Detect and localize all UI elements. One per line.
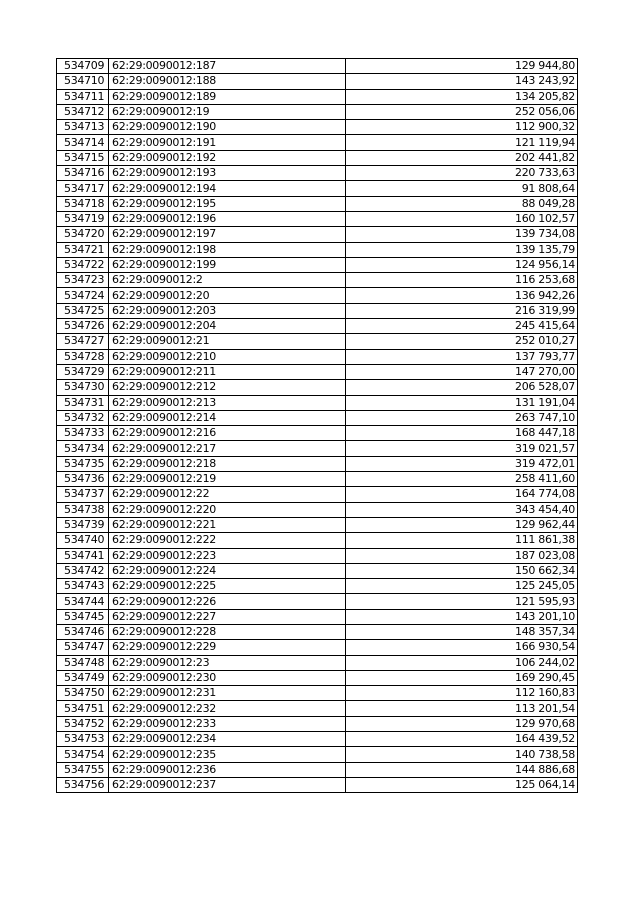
cadastral-value-cell: 143 243,92: [346, 74, 578, 89]
table-row: [57, 227, 578, 242]
cadastral-number-cell: 62:29:0090012:204: [109, 319, 346, 334]
cadastral-number-cell: 62:29:0090012:20: [109, 288, 346, 303]
cadastral-number-cell: 62:29:0090012:236: [109, 762, 346, 777]
table-row: [57, 732, 578, 747]
cadastral-value-cell: 147 270,00: [346, 364, 578, 379]
cadastral-number-cell: 62:29:0090012:23: [109, 655, 346, 670]
cadastral-number-cell: 62:29:0090012:216: [109, 426, 346, 441]
cadastral-number-cell: 62:29:0090012:192: [109, 150, 346, 165]
cadastral-value-cell: 319 472,01: [346, 456, 578, 471]
table-row: [57, 517, 578, 532]
row-number-cell: 534749: [57, 670, 109, 685]
table-row: [57, 59, 578, 74]
row-number-cell: 534727: [57, 334, 109, 349]
cadastral-value-cell: 125 064,14: [346, 777, 578, 792]
table-row: [57, 380, 578, 395]
table-row: [57, 349, 578, 364]
row-number-cell: 534753: [57, 732, 109, 747]
row-number-cell: 534744: [57, 594, 109, 609]
cadastral-number-cell: 62:29:0090012:189: [109, 89, 346, 104]
cadastral-value-cell: 131 191,04: [346, 395, 578, 410]
cadastral-value-cell: 139 734,08: [346, 227, 578, 242]
row-number-cell: 534746: [57, 624, 109, 639]
cadastral-value-cell: 113 201,54: [346, 701, 578, 716]
row-number-cell: 534754: [57, 747, 109, 762]
row-number-cell: 534736: [57, 472, 109, 487]
cadastral-value-cell: 343 454,40: [346, 502, 578, 517]
cadastral-value-cell: 140 738,58: [346, 747, 578, 762]
cadastral-value-cell: 263 747,10: [346, 410, 578, 425]
cadastral-number-cell: 62:29:0090012:229: [109, 640, 346, 655]
cadastral-number-cell: 62:29:0090012:191: [109, 135, 346, 150]
cadastral-value-cell: 252 056,06: [346, 104, 578, 119]
cadastral-value-cell: 168 447,18: [346, 426, 578, 441]
table-row: [57, 472, 578, 487]
cadastral-value-cell: 124 956,14: [346, 257, 578, 272]
cadastral-number-cell: 62:29:0090012:210: [109, 349, 346, 364]
table-row: [57, 487, 578, 502]
table-row: [57, 640, 578, 655]
cadastral-number-cell: 62:29:0090012:222: [109, 533, 346, 548]
row-number-cell: 534721: [57, 242, 109, 257]
cadastral-number-cell: 62:29:0090012:226: [109, 594, 346, 609]
cadastral-number-cell: 62:29:0090012:212: [109, 380, 346, 395]
row-number-cell: 534743: [57, 579, 109, 594]
table-row: [57, 426, 578, 441]
table-row: [57, 273, 578, 288]
table-row: [57, 579, 578, 594]
cadastral-value-cell: 121 595,93: [346, 594, 578, 609]
table-body: [57, 59, 578, 793]
cadastral-number-cell: 62:29:0090012:228: [109, 624, 346, 639]
cadastral-value-cell: 91 808,64: [346, 181, 578, 196]
cadastral-value-cell: 134 205,82: [346, 89, 578, 104]
cadastral-value-cell: 166 930,54: [346, 640, 578, 655]
table-row: [57, 257, 578, 272]
row-number-cell: 534726: [57, 319, 109, 334]
row-number-cell: 534740: [57, 533, 109, 548]
cadastral-number-cell: 62:29:0090012:21: [109, 334, 346, 349]
cadastral-number-cell: 62:29:0090012:198: [109, 242, 346, 257]
cadastral-number-cell: 62:29:0090012:190: [109, 120, 346, 135]
table-row: [57, 655, 578, 670]
table-row: [57, 364, 578, 379]
cadastral-number-cell: 62:29:0090012:194: [109, 181, 346, 196]
cadastral-number-cell: 62:29:0090012:223: [109, 548, 346, 563]
cadastral-number-cell: 62:29:0090012:213: [109, 395, 346, 410]
row-number-cell: 534751: [57, 701, 109, 716]
cadastral-number-cell: 62:29:0090012:2: [109, 273, 346, 288]
table-row: [57, 762, 578, 777]
cadastral-number-cell: 62:29:0090012:211: [109, 364, 346, 379]
cadastral-value-cell: 245 415,64: [346, 319, 578, 334]
row-number-cell: 534720: [57, 227, 109, 242]
row-number-cell: 534741: [57, 548, 109, 563]
cadastral-value-cell: 144 886,68: [346, 762, 578, 777]
row-number-cell: 534725: [57, 303, 109, 318]
table-row: [57, 288, 578, 303]
table-row: [57, 334, 578, 349]
cadastral-value-cell: 111 861,38: [346, 533, 578, 548]
cadastral-value-table: [56, 58, 578, 793]
row-number-cell: 534717: [57, 181, 109, 196]
row-number-cell: 534747: [57, 640, 109, 655]
table-row: [57, 395, 578, 410]
table-row: [57, 502, 578, 517]
cadastral-value-cell: 136 942,26: [346, 288, 578, 303]
cadastral-value-cell: 112 900,32: [346, 120, 578, 135]
row-number-cell: 534709: [57, 59, 109, 74]
cadastral-number-cell: 62:29:0090012:193: [109, 166, 346, 181]
table-row: [57, 89, 578, 104]
row-number-cell: 534732: [57, 410, 109, 425]
table-row: [57, 181, 578, 196]
cadastral-number-cell: 62:29:0090012:22: [109, 487, 346, 502]
cadastral-value-cell: 129 944,80: [346, 59, 578, 74]
table-row: [57, 441, 578, 456]
cadastral-value-cell: 150 662,34: [346, 563, 578, 578]
row-number-cell: 534722: [57, 257, 109, 272]
row-number-cell: 534742: [57, 563, 109, 578]
cadastral-number-cell: 62:29:0090012:227: [109, 609, 346, 624]
table-row: [57, 242, 578, 257]
row-number-cell: 534731: [57, 395, 109, 410]
cadastral-number-cell: 62:29:0090012:19: [109, 104, 346, 119]
row-number-cell: 534728: [57, 349, 109, 364]
cadastral-value-cell: 164 439,52: [346, 732, 578, 747]
table-row: [57, 533, 578, 548]
table-row: [57, 166, 578, 181]
cadastral-number-cell: 62:29:0090012:235: [109, 747, 346, 762]
row-number-cell: 534750: [57, 686, 109, 701]
table-row: [57, 104, 578, 119]
row-number-cell: 534745: [57, 609, 109, 624]
cadastral-value-cell: 164 774,08: [346, 487, 578, 502]
cadastral-value-cell: 129 962,44: [346, 517, 578, 532]
cadastral-value-cell: 129 970,68: [346, 716, 578, 731]
table-row: [57, 196, 578, 211]
table-row: [57, 548, 578, 563]
cadastral-number-cell: 62:29:0090012:199: [109, 257, 346, 272]
table-row: [57, 303, 578, 318]
cadastral-number-cell: 62:29:0090012:237: [109, 777, 346, 792]
cadastral-number-cell: 62:29:0090012:188: [109, 74, 346, 89]
table-row: [57, 624, 578, 639]
cadastral-value-cell: 202 441,82: [346, 150, 578, 165]
row-number-cell: 534752: [57, 716, 109, 731]
cadastral-value-cell: 112 160,83: [346, 686, 578, 701]
cadastral-number-cell: 62:29:0090012:233: [109, 716, 346, 731]
cadastral-value-cell: 125 245,05: [346, 579, 578, 594]
cadastral-number-cell: 62:29:0090012:217: [109, 441, 346, 456]
cadastral-number-cell: 62:29:0090012:221: [109, 517, 346, 532]
row-number-cell: 534716: [57, 166, 109, 181]
table-row: [57, 410, 578, 425]
row-number-cell: 534748: [57, 655, 109, 670]
table-row: [57, 456, 578, 471]
cadastral-value-cell: 319 021,57: [346, 441, 578, 456]
cadastral-value-cell: 220 733,63: [346, 166, 578, 181]
row-number-cell: 534713: [57, 120, 109, 135]
cadastral-value-cell: 148 357,34: [346, 624, 578, 639]
cadastral-value-cell: 252 010,27: [346, 334, 578, 349]
cadastral-number-cell: 62:29:0090012:196: [109, 211, 346, 226]
row-number-cell: 534718: [57, 196, 109, 211]
row-number-cell: 534724: [57, 288, 109, 303]
cadastral-number-cell: 62:29:0090012:232: [109, 701, 346, 716]
cadastral-number-cell: 62:29:0090012:225: [109, 579, 346, 594]
cadastral-value-cell: 88 049,28: [346, 196, 578, 211]
cadastral-number-cell: 62:29:0090012:218: [109, 456, 346, 471]
table-row: [57, 211, 578, 226]
cadastral-value-cell: 116 253,68: [346, 273, 578, 288]
cadastral-number-cell: 62:29:0090012:203: [109, 303, 346, 318]
cadastral-value-cell: 258 411,60: [346, 472, 578, 487]
row-number-cell: 534733: [57, 426, 109, 441]
cadastral-number-cell: 62:29:0090012:197: [109, 227, 346, 242]
row-number-cell: 534756: [57, 777, 109, 792]
cadastral-value-cell: 143 201,10: [346, 609, 578, 624]
row-number-cell: 534714: [57, 135, 109, 150]
cadastral-value-cell: 137 793,77: [346, 349, 578, 364]
row-number-cell: 534739: [57, 517, 109, 532]
table-row: [57, 609, 578, 624]
cadastral-value-cell: 139 135,79: [346, 242, 578, 257]
cadastral-number-cell: 62:29:0090012:214: [109, 410, 346, 425]
table-row: [57, 563, 578, 578]
row-number-cell: 534737: [57, 487, 109, 502]
cadastral-number-cell: 62:29:0090012:195: [109, 196, 346, 211]
row-number-cell: 534710: [57, 74, 109, 89]
cadastral-value-cell: 169 290,45: [346, 670, 578, 685]
cadastral-number-cell: 62:29:0090012:224: [109, 563, 346, 578]
row-number-cell: 534712: [57, 104, 109, 119]
cadastral-value-cell: 206 528,07: [346, 380, 578, 395]
table-row: [57, 150, 578, 165]
row-number-cell: 534715: [57, 150, 109, 165]
table-row: [57, 777, 578, 792]
cadastral-number-cell: 62:29:0090012:234: [109, 732, 346, 747]
table-row: [57, 716, 578, 731]
table-row: [57, 594, 578, 609]
cadastral-value-cell: 187 023,08: [346, 548, 578, 563]
table-row: [57, 747, 578, 762]
table-row: [57, 319, 578, 334]
cadastral-number-cell: 62:29:0090012:220: [109, 502, 346, 517]
table-row: [57, 670, 578, 685]
cadastral-value-cell: 106 244,02: [346, 655, 578, 670]
cadastral-value-cell: 160 102,57: [346, 211, 578, 226]
cadastral-number-cell: 62:29:0090012:231: [109, 686, 346, 701]
table-row: [57, 135, 578, 150]
cadastral-number-cell: 62:29:0090012:230: [109, 670, 346, 685]
row-number-cell: 534738: [57, 502, 109, 517]
cadastral-number-cell: 62:29:0090012:219: [109, 472, 346, 487]
row-number-cell: 534719: [57, 211, 109, 226]
row-number-cell: 534730: [57, 380, 109, 395]
row-number-cell: 534755: [57, 762, 109, 777]
row-number-cell: 534729: [57, 364, 109, 379]
cadastral-number-cell: 62:29:0090012:187: [109, 59, 346, 74]
row-number-cell: 534723: [57, 273, 109, 288]
cadastral-value-cell: 216 319,99: [346, 303, 578, 318]
table-row: [57, 74, 578, 89]
table-row: [57, 701, 578, 716]
cadastral-value-cell: 121 119,94: [346, 135, 578, 150]
row-number-cell: 534711: [57, 89, 109, 104]
row-number-cell: 534735: [57, 456, 109, 471]
table-row: [57, 686, 578, 701]
table-row: [57, 120, 578, 135]
row-number-cell: 534734: [57, 441, 109, 456]
